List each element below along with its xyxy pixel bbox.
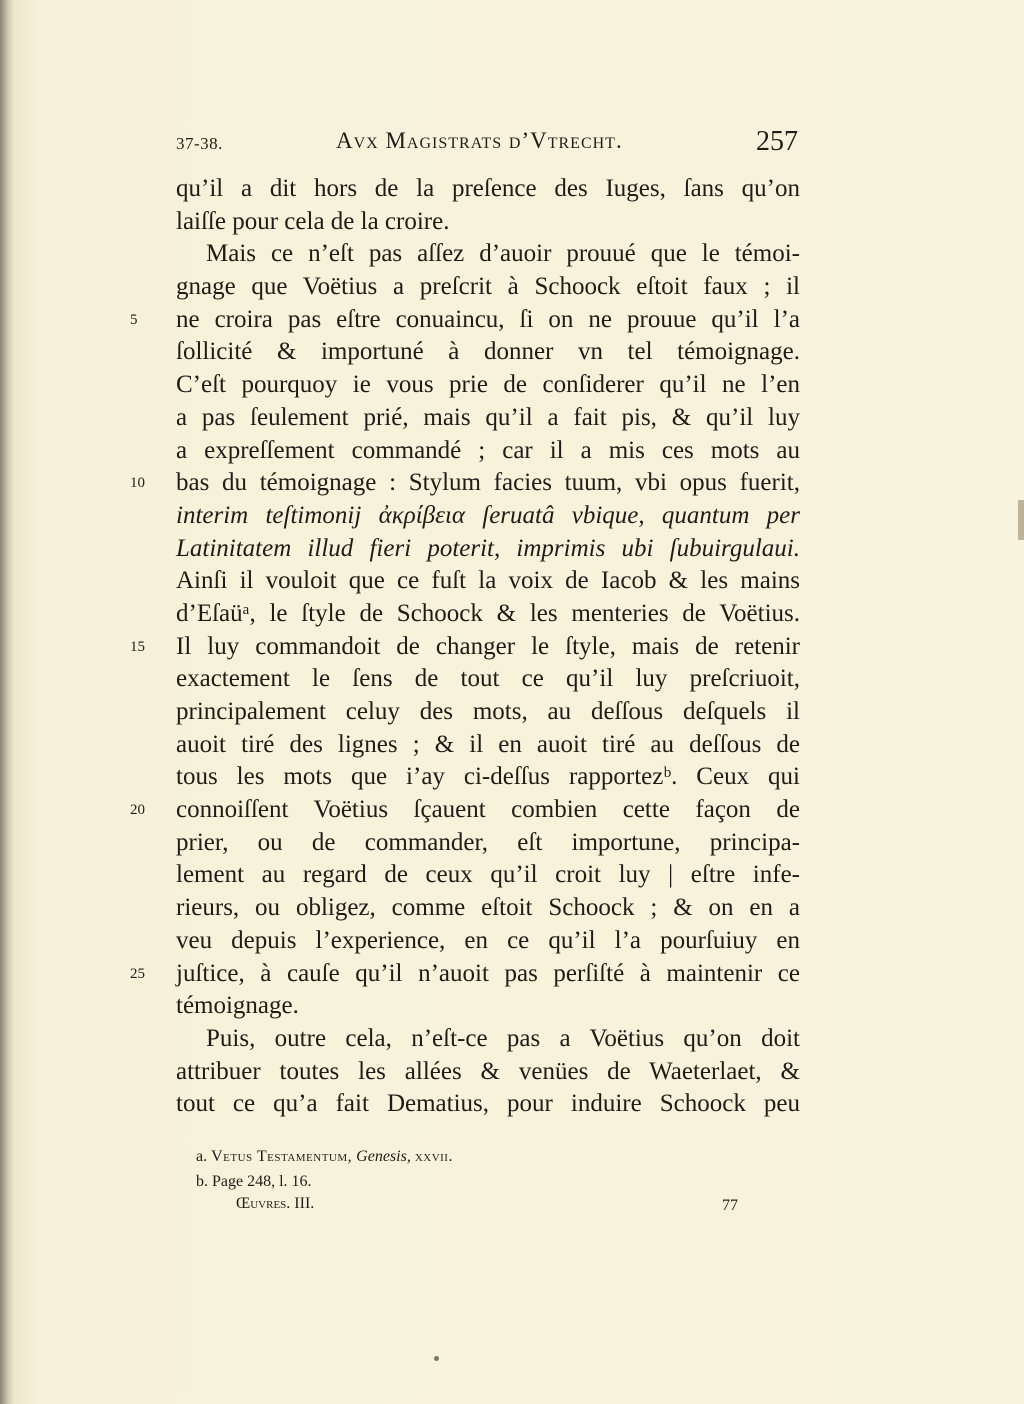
text-line: a expreſſement commandé ; car il a mis ces mots au [176, 436, 800, 464]
text-line: principalement celuy des mots, au deſſous deſquels il [176, 698, 800, 725]
text-line: a pas ſeulement prié, mais qu’il a fait pis, & qu’il luy [176, 403, 800, 431]
body-text [130, 173, 800, 1121]
text-line: C’eſt pourquoy ie vous prie de conſiderer qu’il ne l’en [176, 371, 800, 399]
text-line: tout ce qu’a fait Dematius, pour induire Schoock peu [176, 1090, 800, 1118]
footnote-book: Genesis, [356, 1148, 411, 1165]
footnote-label: b. [196, 1173, 208, 1190]
text-line: tous les mots que i’ay ci-deſſus rapportezᵇ. Ceux qui [176, 763, 800, 791]
text-line: Puis, outre cela, n’eſt-ce pas a Voëtius qu’on doit [206, 1024, 800, 1052]
header-reference: 37-38. [176, 134, 223, 153]
signature-mark: Œuvres. III. [236, 1195, 315, 1212]
footnote-work: Vetus Testamentum, [211, 1148, 353, 1165]
text-line: d’Eſaüᵃ, le ſtyle de Schoock & les menteries de Voëtius. [176, 599, 800, 627]
text-line-content: ne croira pas eſtre conuaincu, ſi on ne prouue qu’il l’a [176, 305, 800, 333]
line-number: 20 [130, 802, 145, 819]
text-line [130, 304, 800, 337]
text-line [130, 794, 800, 827]
running-header [176, 128, 800, 162]
footnote-b [196, 1169, 796, 1194]
text-line: ſollicité & importuné à donner vn tel témoignage. [176, 338, 800, 366]
header-title: Avx Magistrats d’Vtrecht. [336, 128, 623, 153]
ink-speck [434, 1356, 439, 1361]
sheet-number: 77 [722, 1197, 738, 1214]
text-line: témoignage. [176, 992, 299, 1020]
text-line: rieurs, ou obligez, comme eſtoit Schoock ; & on en a [176, 894, 800, 922]
text-line: interim teſtimonij ἀκρίβεια ſeruatâ vbique, quantum per [176, 501, 800, 529]
text-line-content: connoiſſent Voëtius ſçauent combien cette façon de [176, 796, 800, 824]
line-number: 25 [130, 965, 145, 982]
footnotes [196, 1144, 796, 1194]
text-line [130, 631, 800, 664]
text-line: laiſſe pour cela de la croire. [176, 207, 450, 235]
line-number: 10 [130, 475, 145, 492]
line-number: 15 [130, 638, 145, 655]
text-line: Latinitatem illud fieri poterit, imprimis ubi ſubuirgulaui. [176, 534, 800, 562]
footnote-label: a. [196, 1148, 208, 1165]
text-line: auoit tiré des lignes ; & il en auoit tiré au deſſous de [176, 730, 800, 758]
line-number: 5 [130, 311, 138, 328]
footnote-text: Page 248, l. 16. [212, 1173, 312, 1190]
text-line: lement au regard de ceux qu’il croit luy | eſtre infe- [176, 861, 800, 889]
text-line-content: bas du témoignage : Stylum facies tuum, vbi opus fuerit, [176, 469, 800, 497]
text-line: qu’il a dit hors de la preſence des Iuges, ſans qu’on [176, 175, 800, 202]
text-line: veu depuis l’experience, en ce qu’il l’a pourſuiuy en [176, 926, 800, 954]
text-line: Ainſi il vouloit que ce fuſt la voix de Iacob & les mains [176, 567, 800, 595]
text-line: Mais ce n’eſt pas aſſez d’auoir prouué que le témoi- [206, 240, 800, 268]
page-edge-mark [1018, 500, 1024, 540]
text-line: exactement le ſens de tout ce qu’il luy preſcriuoit, [176, 665, 800, 693]
text-line: attribuer toutes les allées & venües de Waeterlaet, & [176, 1057, 800, 1085]
text-line-content: Il luy commandoit de changer le ſtyle, mais de retenir [176, 632, 800, 660]
book-spine-shadow [0, 0, 14, 1404]
text-line: prier, ou de commander, eſt importune, principa- [176, 828, 800, 856]
page-number: 257 [756, 126, 798, 157]
text-line: gnage que Voëtius a preſcrit à Schoock eſtoit faux ; il [176, 273, 800, 301]
footnote-chapter: xxvii. [414, 1148, 453, 1165]
text-line-content: juſtice, à cauſe qu’il n’auoit pas perſiſté à maintenir ce [176, 959, 800, 987]
text-line [130, 958, 800, 991]
text-line [130, 467, 800, 500]
footnote-a [196, 1144, 796, 1169]
